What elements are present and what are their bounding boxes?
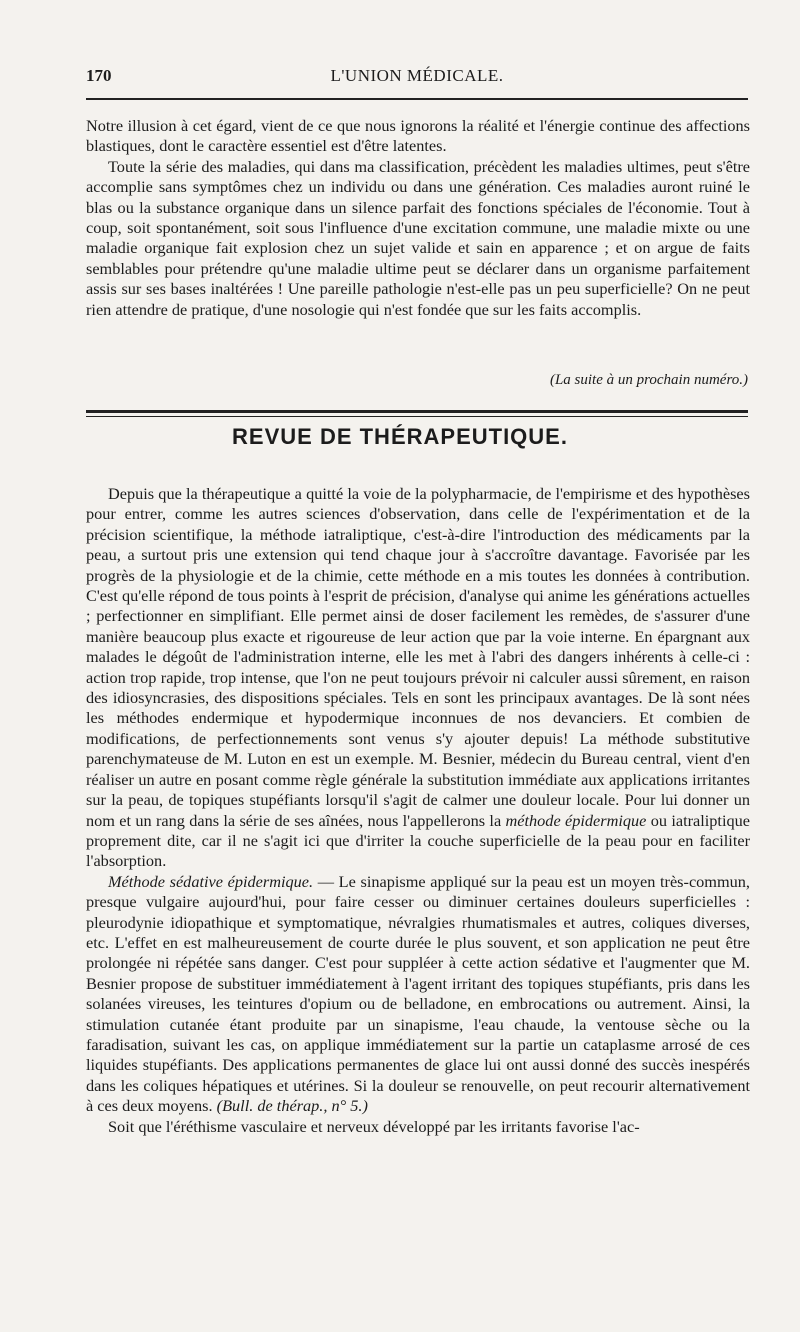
paragraph [86,484,750,872]
citation: (Bull. de thérap., n° 5.) [216,1096,368,1116]
article-continuation [86,116,750,320]
paragraph: Soit que l'éréthisme vasculaire et nerveux développé par les irritants favorise l'ac- [108,1116,640,1136]
running-title: L'UNION MÉDICALE. [330,66,504,85]
paragraph [86,872,750,1117]
continued-note: (La suite à un prochain numéro.) [549,372,748,388]
paragraph: Notre illusion à cet égard, vient de ce que nous ignorons la réalité et l'énergie continue des affections blastiques, dont le caractère essentiel est d'être latentes. [86,116,750,156]
emphasis: méthode épidermique [505,810,647,830]
paragraph-text: Depuis que la thérapeutique a quitté la voie de la polypharmacie, de l'empirisme et des hypothèses pour entrer, comme les autres sciences d'observation, dans celle de l'expérimentation et de la précision scientifique, la méthode iatraliptique, c'est-à-dire l'introduction des médicaments par la peau, a surtout pris une extension qui tend chaque jour à s'accroître davantage. Favorisée par les progrès de la physiologie et de la chimie, cette méthode en a mis toutes les données à contribution. C'est qu'elle répond de tous points à l'esprit de précision, d'analyse qui anime les générations actuelles ; perfectionner en simplifiant. Elle permet ainsi de doser facilement les remèdes, de s'assurer d'une manière beaucoup plus exacte et rigoureuse de leur action que par la voie interne. En épargnant aux malades le dégoût de l'administration interne, elle les met à l'abri des dangers inhérents à celle-ci : action trop rapide, trop intense, que l'on ne peut toujours prévoir ni calculer aussi sûrement, en raison des idiosyncrasies, des dispositions spéciales. Tels en sont les principaux avantages. De là sont nées les méthodes endermique et hypodermique inconnues de nos devanciers. Et combien de modifications, de perfectionnements sont venus s'y ajouter depuis! La méthode substitutive parenchymateuse de M. Luton en est un exemple. M. Besnier, médecin du Bureau central, vient d'en réaliser un autre en posant comme règle générale la substitution immédiate aux applications irritantes sur la peau, de topiques stupéfiants lorsqu'il s'agit de calmer une douleur locale. Pour lui donner un nom et un rang dans la série de ses aînées, nous l'appellerons la [86,484,750,830]
subheading: Méthode sédative épidermique. [108,871,314,891]
paragraph: Toute la série des maladies, qui dans ma classification, précèdent les maladies ultimes, peut s'être accomplie sans symptômes chez un individu ou dans une génération. Ces maladies auront ruiné le blas ou la substance organique dans un silence parfait des fonctions spéciales de l'économie. Tout à coup, soit spontanément, soit sous l'influence d'une excitation commune, une maladie mixte ou une maladie organique fait explosion chez un sujet valide et sain en apparence ; et on argue de faits semblables pour prétendre qu'une maladie ultime peut se déclarer dans un organisme parfaitement assis sur ses bases inaltérées ! Une pareille pathologie n'est-elle pas un peu superficielle? On ne peut rien attendre de pratique, d'une nosologie qui n'est fondée que sur les faits accomplis. [86,156,750,319]
article-body [86,484,750,1137]
section-divider-thin [86,416,748,417]
header-rule [86,98,748,100]
paragraph-text: ou iatraliptique proprement dite, car il ne s'agit ici que d'irriter la couche superficielle de la peau pour en faciliter l'absorption. [86,810,750,871]
section-divider-thick [86,410,748,413]
page-header [86,62,748,90]
page-number: 170 [86,66,112,85]
section-title: REVUE DE THÉRAPEUTIQUE. [232,424,568,449]
paragraph-text: — Le sinapisme appliqué sur la peau est un moyen très-commun, presque vulgaire aujourd'hui, pour faire cesser ou diminuer certaines douleurs superficielles : pleurodynie idiopathique et symptomatique, névralgies rhumatismales et autres, coliques diverses, etc. L'effet en est malheureusement de courte durée le plus souvent, et son application ne peut être prolongée ni répétée sans danger. C'est pour suppléer à cette action sédative et l'augmenter que M. Besnier propose de substituer immédiatement à l'agent irritant des topiques stupéfiants, pris dans les solanées vireuses, les teintures d'opium ou de belladone, en embrocations ou autrement. Ainsi, la stimulation cutanée étant produite par un sinapisme, l'eau chaude, la ventouse sèche ou la faradisation, suivant les cas, on applique immédiatement sur la partie un cataplasme arrosé de ces liquides stupéfiants. Des applications permanentes de glace lui ont aussi donné des succès inespérés dans les coliques hépatiques et utérines. Si la douleur se renouvelle, on peut recourir alternativement à ces deux moyens. [86,871,750,1116]
